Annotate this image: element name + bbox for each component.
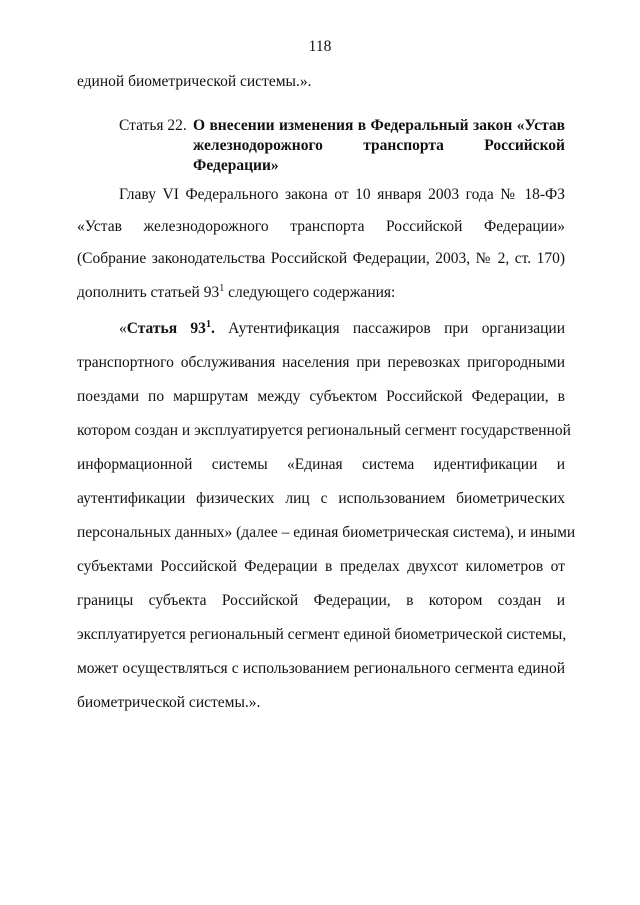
article-label: Статья 22. <box>119 117 187 134</box>
intro-line-3: (Собрание законодательства Российской Федерации, 2003, № 2, ст. 170) <box>77 250 565 267</box>
new-article-first-line-rest: Аутентификация пассажиров при организации <box>214 320 565 337</box>
intro-last-sup: 1 <box>219 283 225 294</box>
new-article-line-3: котором создан и эксплуатируется региональный сегмент государственной <box>77 422 571 439</box>
new-article-line-10: может осуществляться с использованием регионального сегмента единой <box>77 660 565 677</box>
new-article-label-sup: 1 <box>205 319 211 330</box>
new-article-line-4: информационной системы «Единая система идентификации и <box>77 456 565 473</box>
article-title-line-3: Федерации» <box>193 157 279 174</box>
new-article-line-1: транспортного обслуживания населения при перевозках пригородными <box>77 354 565 371</box>
intro-line-2: «Устав железнодорожного транспорта Российской Федерации» <box>77 218 565 235</box>
new-article-line-9: эксплуатируется региональный сегмент единой биометрической системы, <box>77 626 567 643</box>
page-number: 118 <box>308 38 332 55</box>
new-article-line-8: границы субъекта Российской Федерации, в котором создан и <box>77 592 565 609</box>
intro-last-prefix: дополнить статьей 93 <box>77 284 220 301</box>
new-article-first-line <box>119 319 565 341</box>
new-article-line-7: субъектами Российской Федерации в пределах двухсот километров от <box>77 558 565 575</box>
continuation-text: единой биометрической системы.». <box>77 73 312 90</box>
new-article-line-5: аутентификации физических лиц с использованием биометрических <box>77 490 565 507</box>
new-article-line-6: персональных данных» (далее – единая биометрическая система), и иными <box>77 524 576 541</box>
new-article-label: Статья $93^1$. <box>126 319 215 337</box>
new-article-line-2: поездами по маршрутам между субъектом Российской Федерации, в <box>77 388 565 405</box>
intro-last-suffix: следующего содержания: <box>224 284 396 301</box>
new-article-open-quote: « <box>119 320 127 337</box>
intro-line-4 <box>77 283 565 305</box>
article-title-line-1: О внесении изменения в Федеральный закон «Устав <box>193 117 565 134</box>
intro-line-1: Главу VI Федерального закона от 10 января 2003 года № 18-ФЗ <box>119 186 565 203</box>
new-article-last-line: биометрической системы.». <box>77 694 261 711</box>
article-title-line-2: железнодорожного транспорта Российской <box>193 137 565 154</box>
